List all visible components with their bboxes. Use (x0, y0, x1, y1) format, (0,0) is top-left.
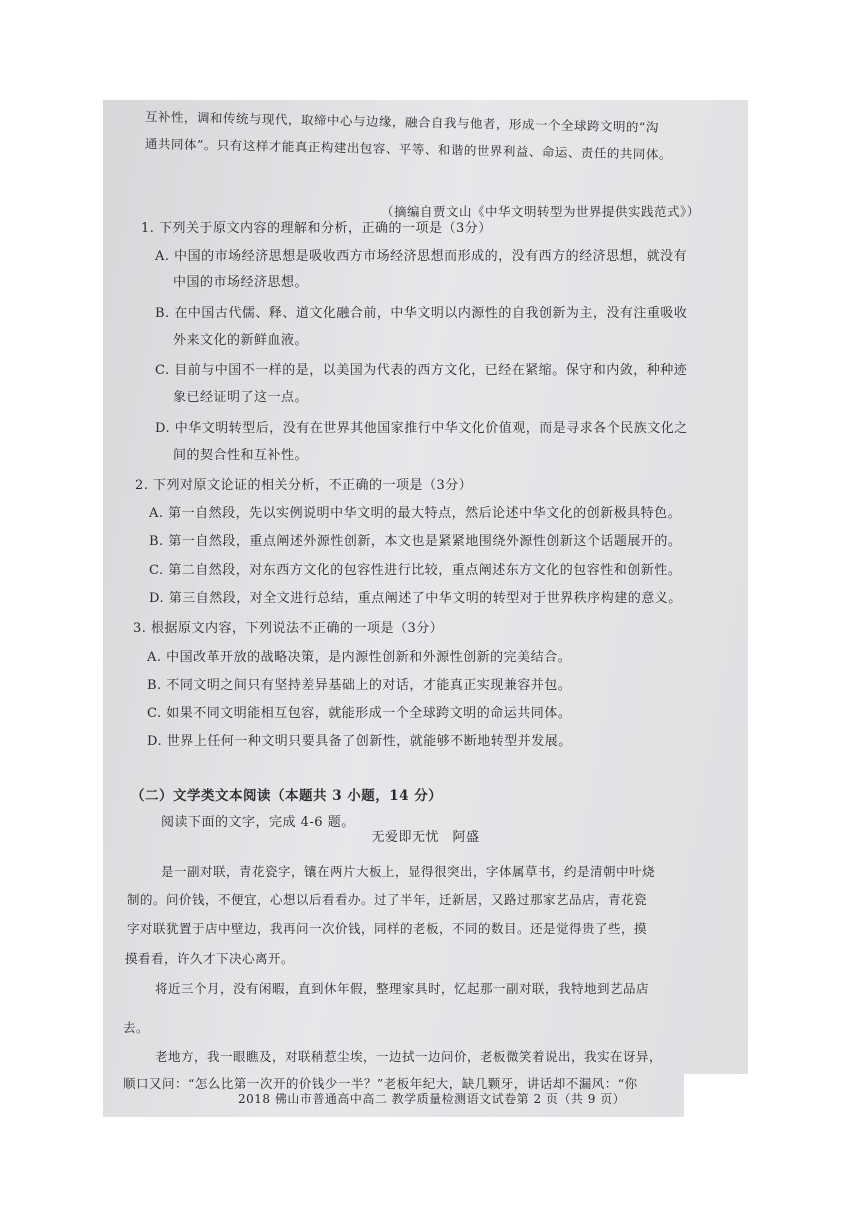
question-1-option-b-cont: 外来文化的新鲜血液。 (173, 333, 309, 348)
question-2-option-b: B. 第一自然段，重点阐述外源性创新，本文也是紧紧地围绕外源性创新这个话题展开的。 (149, 534, 682, 549)
question-1-option-a-cont: 中国的市场经济思想。 (173, 275, 309, 290)
question-2-option-c: C. 第二自然段，对东西方文化的包容性进行比较，重点阐述东方文化的包容性和创新性。 (149, 563, 682, 578)
story-line-7: 老地方，我一眼瞧及，对联稍惹尘埃，一边拭一边问价，老板微笑着说出，我实在讶异， (155, 1049, 663, 1064)
question-2-option-a: A. 第一自然段，先以实例说明中华文明的最大特点，然后论述中华文化的创新极具特色。 (149, 506, 682, 521)
question-1-option-d-cont: 间的契合性和互补性。 (173, 448, 309, 463)
question-3-option-b: B. 不同文明之间只有坚持差异基础上的对话，才能真正实现兼容并包。 (147, 678, 572, 693)
question-1-stem: 1. 下列关于原文内容的理解和分析，正确的一项是（3分） (141, 221, 492, 236)
story-line-2: 制的。问价钱，不便宜，心想以后看看办。过了半年，迁新居，又路过那家艺品店，青花瓷 (127, 892, 648, 907)
question-1-option-c-cont: 象已经证明了这一点。 (173, 390, 309, 405)
story-line-1: 是一副对联，青花瓷字，镶在两片大板上，显得很突出，字体属草书，约是清朝中叶烧 (161, 864, 656, 879)
section-2-instruction: 阅读下面的文字，完成 4-6 题。 (161, 815, 355, 830)
question-1-option-d: D. 中华文明转型后，没有在世界其他国家推行中华文化价值观，而是寻求各个民族文化之 (155, 421, 688, 436)
question-1-option-a: A. 中国的市场经济思想是吸收西方市场经济思想而形成的，没有西方的经济思想，就没有 (155, 249, 688, 264)
story-title: 无爱即无忧 阿盛 (371, 830, 480, 845)
question-3-stem: 3. 根据原文内容，下列说法不正确的一项是（3分） (133, 621, 444, 636)
question-3-option-a: A. 中国改革开放的战略决策，是内源性创新和外源性创新的完美结合。 (147, 650, 572, 665)
intro-source: （摘编自贾文山《中华文明转型为世界提供实践范式》） (381, 204, 700, 219)
section-2-heading: （二）文学类文本阅读（本题共 3 小题，14 分） (131, 788, 443, 804)
story-line-5: 将近三个月，没有闲暇，直到休年假，整理家具时，忆起那一副对联，我特地到艺品店 (155, 981, 650, 996)
story-line-4: 摸看看，许久才下决心离开。 (125, 951, 295, 966)
document-photo (103, 100, 748, 1117)
question-2-stem: 2. 下列对原文论证的相关分析，不正确的一项是（3分） (135, 478, 473, 493)
intro-line-1: 互补性，调和传统与现代，取缔中心与边缘，融合自我与他者，形成一个全球跨文明的“沟 (144, 109, 659, 135)
question-2-option-d: D. 第三自然段，对全文进行总结，重点阐述了中华文明的转型对于世界秩序构建的意义。 (149, 591, 682, 606)
question-1-option-b: B. 在中国古代儒、释、道文化融合前，中华文明以内源性的自我创新为主，没有注重吸收 (155, 306, 688, 321)
story-line-8: 顺口又问：“怎么比第一次开的价钱少一半？”老板年纪大，缺几颗牙，讲话却不漏风：“你 (123, 1076, 638, 1091)
story-line-6: 去。 (123, 1020, 150, 1035)
page-footer: 2018 佛山市普通高中高二 教学质量检测语文试卷第 2 页（共 9 页） (238, 1092, 626, 1106)
question-1-option-c: C. 目前与中国不一样的是，以美国为代表的西方文化，已经在紧缩。保守和内敛，种种迹 (155, 363, 688, 378)
question-3-option-c: C. 如果不同文明能相互包容，就能形成一个全球跨文明的命运共同体。 (147, 706, 572, 721)
exam-page (103, 100, 748, 1117)
question-3-option-d: D. 世界上任何一种文明只要具备了创新性，就能够不断地转型并发展。 (147, 734, 572, 749)
story-line-3: 字对联犹置于店中壁边，我再问一次价钱，同样的老板，不同的数目。还是觉得贵了些，摸 (127, 921, 648, 936)
intro-line-2: 通共同体”。只有这样才能真正构建出包容、平等、和谐的世界利益、命运、责任的共同体。 (144, 136, 672, 163)
